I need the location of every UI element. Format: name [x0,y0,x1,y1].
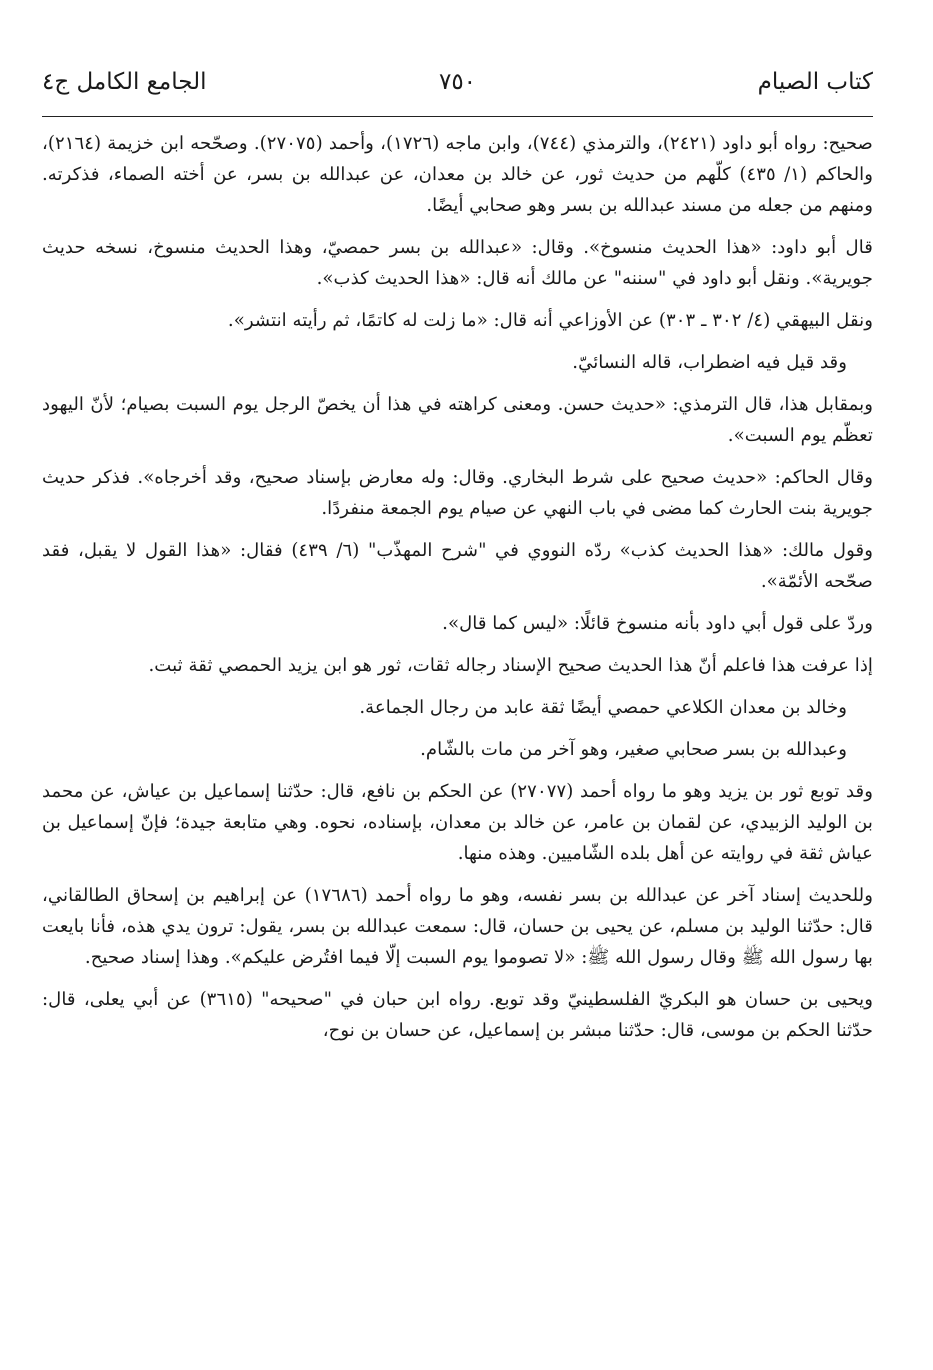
book-title: الجامع الكامل ج٤ [42,69,207,95]
paragraph: وقد قيل فيه اضطراب، قاله النسائيّ. [572,352,847,373]
paragraph: وللحديث إسناد آخر عن عبدالله بن بسر نفسه، وهو ما رواه أحمد (١٧٦٨٦) عن إبراهيم بن إسحاق الطالقاني، قال: حدّثنا الوليد بن مسلم، عن يحيى بن حسان، قال: سمعت عبدالله بن بسر، يقول: ترون يدي هذه، فأنا بايعت بها رسول الله ﷺ وقال رسول الله ﷺ: «لا تصوموا يوم السبت إلّا فيما افتُرض عليكم». وهذا إسناد صحيح. [42,885,873,968]
paragraph: وقول مالك: «هذا الحديث كذب» ردّه النووي في "شرح المهذّب" (٦/ ٤٣٩) فقال: «هذا القول لا يقبل، فقد صحّحه الأئمّة». [42,540,873,592]
page-body [42,128,873,1057]
paragraph: وعبدالله بن بسر صحابي صغير، وهو آخر من مات بالشّام. [420,739,847,760]
paragraph: وقد توبع ثور بن يزيد وهو ما رواه أحمد (٢٧٠٧٧) عن الحكم بن نافع، قال: حدّثنا إسماعيل بن عياش، عن محمد بن الوليد الزبيدي، عن لقمان بن عامر، عن خالد بن معدان، بإسناده، نحوه. وهي متابعة جيدة؛ فإنّ إسماعيل بن عياش ثقة في روايته عن أهل بلده الشّاميين. وهذه منها. [42,781,873,864]
paragraph: إذا عرفت هذا فاعلم أنّ هذا الحديث صحيح الإسناد رجاله ثقات، ثور هو ابن يزيد الحمصي ثقة ثبت. [148,655,873,676]
paragraph: وردّ على قول أبي داود بأنه منسوخ قائلًا: «ليس كما قال». [442,613,873,634]
paragraph: قال أبو داود: «هذا الحديث منسوخ». وقال: «عبدالله بن بسر حمصيّ، وهذا الحديث منسوخ، نسخه حديث جويرية». ونقل أبو داود في "سننه" عن مالك أنه قال: «هذا الحديث كذب». [42,237,873,289]
page-header [42,62,873,102]
header-rule [42,116,873,117]
chapter-title: كتاب الصيام [757,69,873,95]
paragraph: وبمقابل هذا، قال الترمذي: «حديث حسن. ومعنى كراهته في هذا أن يخصّ الرجل يوم السبت بصيام؛ لأنّ اليهود تعظّم يوم السبت». [42,394,873,446]
page-number: ٧٥٠ [438,69,477,95]
paragraph: ونقل البيهقي (٤/ ٣٠٢ ـ ٣٠٣) عن الأوزاعي أنه قال: «ما زلت له كاتمًا، ثم رأيته انتشر». [227,310,873,331]
paragraph: صحيح: رواه أبو داود (٢٤٢١)، والترمذي (٧٤٤)، وابن ماجه (١٧٢٦)، وأحمد (٢٧٠٧٥). وصحّحه ابن خزيمة (٢١٦٤)، والحاكم (١/ ٤٣٥) كلّهم من حديث ثور، عن خالد بن معدان، عن عبدالله بن بسر، عن أخته الصماء، فذكرته. ومنهم من جعله من مسند عبدالله بن بسر وهو صحابي أيضًا. [42,133,873,216]
paragraph: ويحيى بن حسان هو البكريّ الفلسطينيّ وقد توبع. رواه ابن حبان في "صحيحه" (٣٦١٥) عن أبي يعلى، قال: حدّثنا الحكم بن موسى، قال: حدّثنا مبشر بن إسماعيل، عن حسان بن نوح، [42,989,873,1041]
paragraph: وقال الحاكم: «حديث صحيح على شرط البخاري. وقال: وله معارض بإسناد صحيح، وقد أخرجاه». فذكر حديث جويرية بنت الحارث كما مضى في باب النهي عن صيام يوم الجمعة منفردًا. [42,467,873,519]
paragraph: وخالد بن معدان الكلاعي حمصي أيضًا ثقة عابد من رجال الجماعة. [359,697,847,718]
